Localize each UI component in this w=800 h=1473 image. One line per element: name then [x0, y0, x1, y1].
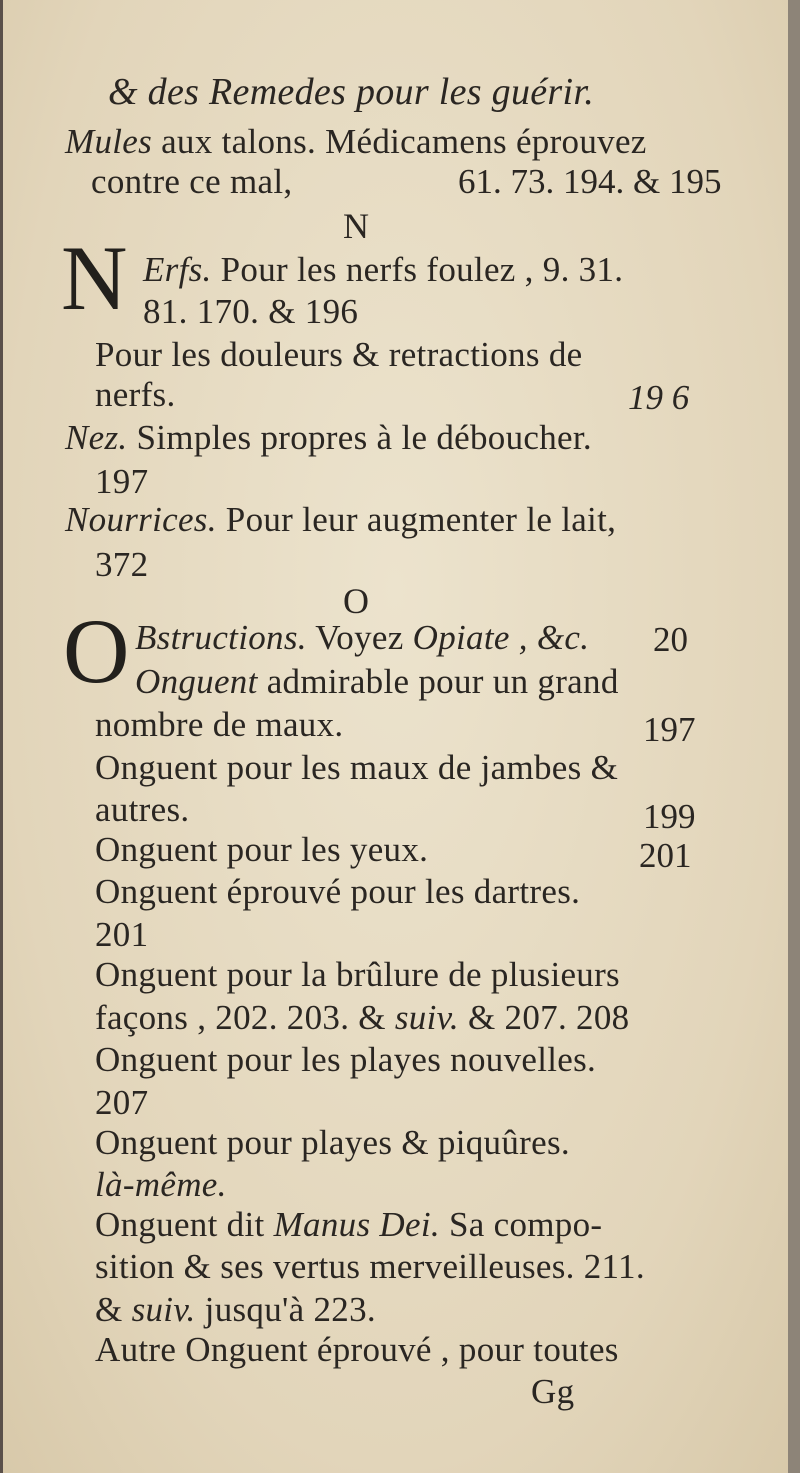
entry-nez	[65, 418, 592, 458]
entry-text: Onguent dit	[95, 1205, 274, 1244]
entry-line	[95, 1290, 376, 1330]
page-edge	[788, 0, 800, 1473]
entry-text: Pour leur augmenter le lait,	[216, 500, 617, 539]
entry-onguent-admirable	[135, 662, 619, 702]
entry-term: Bstructions.	[135, 618, 307, 657]
entry-term: Mules	[65, 122, 153, 161]
entry-text: jusqu'à 223.	[195, 1290, 376, 1329]
section-letter-n: N	[343, 206, 369, 246]
entry-line: sition & ses vertus merveilleuses. 211.	[95, 1247, 645, 1286]
entry-line	[95, 998, 629, 1038]
entry-line: autres.	[95, 790, 190, 829]
entry-line: Onguent pour les playes nouvelles.	[95, 1040, 597, 1079]
entry-line: nerfs.	[95, 375, 176, 414]
entry-text: & 207. 208	[458, 998, 630, 1037]
entry-term: Erfs.	[143, 250, 212, 289]
entry-text: Voyez	[306, 618, 413, 657]
drop-cap-o: O	[63, 600, 130, 702]
cross-ref: Opiate , &c.	[412, 618, 590, 657]
entry-nourrices	[65, 500, 616, 540]
entry-line: Onguent éprouvé pour les dartres.	[95, 872, 581, 911]
entry-line: Onguent pour les maux de jambes &	[95, 748, 619, 787]
entry-text: admirable pour un grand	[257, 662, 619, 701]
entry-line: 372	[95, 545, 149, 584]
running-header: & des Remedes pour les guérir.	[108, 71, 595, 113]
entry-line: 207	[95, 1083, 149, 1122]
entry-line: Pour les douleurs & retractions de	[95, 335, 583, 374]
page-ref: 61. 73. 194. & 195	[458, 162, 722, 201]
entry-text: aux talons. Médicamens éprouvez	[152, 122, 647, 161]
entry-line: nombre de maux.	[95, 705, 344, 744]
page-ref: 20	[653, 620, 688, 659]
page-ref: 201	[639, 836, 692, 875]
entry-text: Simples propres à le déboucher.	[127, 418, 592, 457]
section-letter-o: O	[343, 581, 369, 621]
entry-line: Onguent pour les yeux.	[95, 830, 429, 869]
entry-line: Autre Onguent éprouvé , pour toutes	[95, 1330, 619, 1369]
entry-text-italic: suiv.	[131, 1290, 196, 1329]
entry-line	[91, 162, 292, 202]
entry-term: Onguent	[135, 662, 258, 701]
entry-line: 81. 170. & 196	[143, 292, 359, 331]
entry-line: là-même.	[95, 1165, 227, 1204]
entry-text: façons , 202. 203. &	[95, 998, 395, 1037]
page-ref: 19 6	[628, 378, 690, 417]
entry-nerfs	[143, 250, 623, 290]
entry-text: contre ce mal,	[91, 162, 293, 201]
entry-text-italic: suiv.	[394, 998, 459, 1037]
entry-line: 197	[95, 462, 149, 501]
entry-term: Nez.	[65, 418, 128, 457]
signature-mark: Gg	[531, 1372, 575, 1411]
entry-line: Onguent pour la brûlure de plusieurs	[95, 955, 620, 994]
entry-text: Pour les nerfs foulez , 9. 31.	[211, 250, 624, 289]
entry-text: Sa compo-	[439, 1205, 603, 1244]
page-ref: 199	[643, 797, 696, 836]
entry-manus-dei	[95, 1205, 602, 1245]
entry-term: Nourrices.	[65, 500, 217, 539]
entry-mules	[65, 122, 647, 162]
entry-term: Manus Dei.	[273, 1205, 440, 1244]
entry-text: &	[95, 1290, 132, 1329]
page-ref: 197	[643, 710, 696, 749]
drop-cap-n: N	[61, 227, 128, 329]
entry-line: Onguent pour playes & piquûres.	[95, 1123, 570, 1162]
entry-line: 201	[95, 915, 149, 954]
entry-obstructions	[135, 618, 589, 658]
